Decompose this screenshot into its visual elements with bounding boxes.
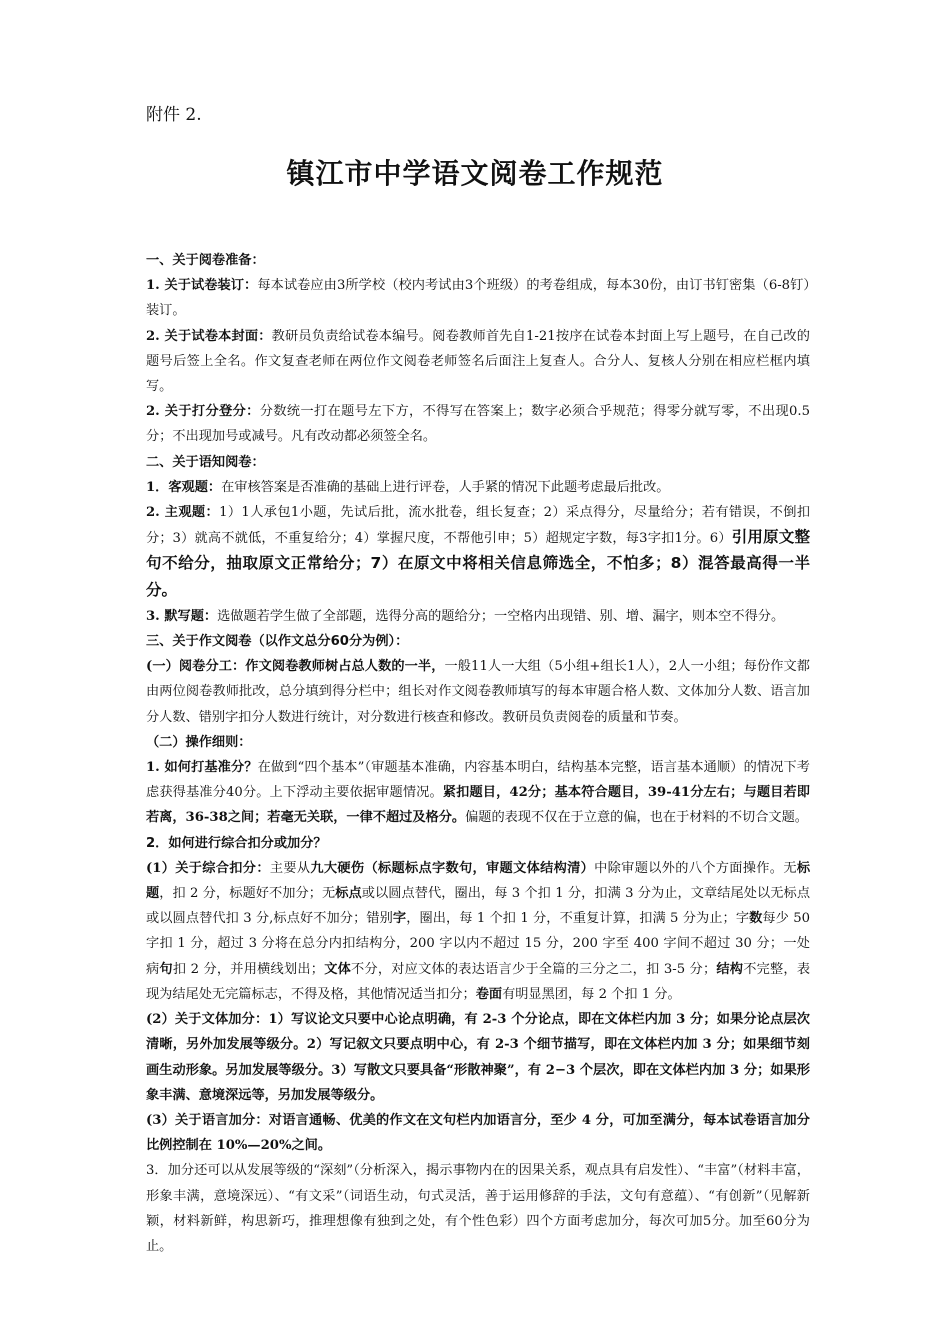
paragraph: [146, 500, 810, 604]
bold-run: 数: [749, 911, 763, 927]
paragraph-label: 2. 主观题：: [146, 505, 220, 521]
text-run: ，圈出，每 1 个扣 1 分，不重复计算，扣满 5 分为止；字: [406, 911, 750, 927]
attachment-label: 附件 2.: [146, 105, 202, 125]
paragraph-label: (一）阅卷分工：作文阅卷教师树占总人数的一半，: [146, 659, 445, 675]
subsection-heading: （二）操作细则：: [146, 734, 252, 750]
paragraph-text: 在审核答案是否准确的基础上进行评卷，人手紧的情况下此题考虑最后批改。: [221, 479, 670, 495]
paragraph: [146, 273, 810, 323]
text-run: 不完整，表现为结尾处无完篇标志，不得及格，其他情况适当扣分；: [146, 961, 811, 1002]
paragraph-text: 在做到“四个基本”（审题基本准确，内容基本明白，结构基本完整，语言基本通顺）的情况下考虑获得基准分40分。上下浮动主要依据审题情况。: [146, 760, 810, 801]
paragraph-text: 分数统一打在题号左下方，不得写在答案上；数字必须合乎规范；得零分就写零，不出现0.5分；不出现加号或减号。凡有改动都必须签全名。: [146, 404, 810, 445]
subsection-heading: 2．如何进行综合扣分或加分？: [146, 835, 327, 851]
paragraph-text: 每本试卷应由3所学校（校内考试由3个班级）的考卷组成，每本30份，由订书钉密集（6-8钉）装订。: [146, 278, 810, 319]
emphasis-text: 引用原文整句不给分，抽取原文正常给分；7）在原文中将相关信息筛选全，不怕多；8）混答最高得一半分。: [146, 528, 810, 599]
paragraph-label: 2. 关于打分登分：: [146, 404, 260, 420]
bold-run: 卷面: [475, 986, 503, 1002]
section-2-heading: 二、关于语知阅卷：: [146, 454, 265, 470]
text-run: 有明显黑团，每 2 个扣 1 分。: [502, 986, 681, 1002]
paragraph-text: 1）1人承包1小题，先试后批，流水批卷，组长复查；2）采点得分，尽量给分；若有错误，不倒扣分；3）就高不就低，不重复给分；4）掌握尺度，不帮他引申；5）超规定字数，每3字扣1分。6）: [146, 505, 811, 547]
paragraph: [146, 856, 810, 1007]
paragraph-label: 2. 关于试卷本封面：: [146, 328, 272, 344]
bold-run: 字: [392, 911, 407, 927]
paragraph-text: 一般11人一大组（5小组+组长1人），2人一小组；每份作文都由两位阅卷教师批改，总分填到得分栏中；组长对作文阅卷教师填写的每本审题合格人数、文体加分人数、语言加分人数、错别字扣分人数进行统计，对分数进行核查和修改。教研员负责阅卷的质量和节奏。: [146, 659, 810, 725]
paragraph-text: 教研员负责给试卷本编号。阅卷教师首先自1-21按序在试卷本封面上写上题号，在自己改的题号后签上全名。作文复查老师在两位作文阅卷老师签名后面注上复查人。合分人、复核人分别在相应栏框内填写。: [146, 328, 810, 395]
paragraph: [146, 324, 810, 400]
bold-run: 标题: [146, 860, 811, 902]
section-3-heading: 三、关于作文阅卷（以作文总分60分为例）：: [146, 634, 409, 650]
paragraph-text: 偏题的表现不仅在于立意的偏，也在于材料的不切合文题。: [465, 810, 808, 826]
text-run: 中除审题以外的八个方面操作。无: [594, 860, 797, 876]
paragraph-label: 3. 默写题：: [146, 608, 218, 624]
text-run: 主要从: [269, 860, 311, 876]
bold-run: 标点: [335, 886, 362, 902]
paragraph: (3）关于语言加分：对语言通畅、优美的作文在文句栏内加语言分，至少 4 分，可加至满分，每本试卷语言加分比例控制在 10%—20%之间。: [146, 1112, 810, 1154]
bold-run: 文体: [323, 961, 352, 977]
bold-run: 九大硬伤（标题标点字数句，审题文体结构清）: [310, 860, 595, 876]
paragraph: [146, 475, 810, 500]
paragraph: [146, 755, 810, 831]
paragraph-label: 1. 关于试卷装订：: [146, 278, 258, 294]
text-run: 不分，对应文体的表达语言少于全篇的三分之二，扣 3-5 分；: [351, 961, 717, 977]
paragraph-label: (1）关于综合扣分：: [146, 860, 270, 876]
text-run: ，扣 2 分，标题好不加分；无: [159, 886, 336, 902]
bold-run: 结构: [716, 961, 744, 977]
document-body: [146, 248, 810, 1259]
paragraph-label: 1. 如何打基准分？: [146, 760, 258, 776]
paragraph: [146, 654, 810, 730]
section-1-heading: 一、关于阅卷准备：: [146, 253, 265, 268]
text-run: 扣 2 分，并用横线划出；: [172, 961, 324, 977]
text-run: 每少 50 字扣 1 分，超过 3 分将在总分内扣结构分，200 字以内不超过 15 分，200 字至 400 字间不超过 30 分；一处病: [146, 911, 811, 977]
text-run: 或以圆点替代，圈出，每 3 个扣 1 分，扣满 3 分为止，文章结尾处以无标点或以圆点替代扣 3 分,标点好不加分；错别: [146, 886, 811, 927]
paragraph: 3．加分还可以从发展等级的“深刻”（分析深入，揭示事物内在的因果关系，观点具有启发性）、“丰富”（材料丰富，形象丰满，意境深远）、“有文采”（词语生动，句式灵活，善于运用修辞的手法，文句有意蕴）、“有创新”（见解新颖，材料新鲜，构思新巧，推理想像有独到之处，有个性色彩）四个方面考虑加分，每次可加5分。加至60分为止。: [146, 1163, 810, 1254]
paragraph: (2）关于文体加分：1）写议论文只要中心论点明确，有 2-3 个分论点，即在文体栏内加 3 分；如果分论点层次清晰，另外加发展等级分。2）写记叙文只要点明中心，有 2-3 个细节描写，即在文体栏内加 3 分；如果细节刻画生动形象。另加发展等级分。3）写散文只要具备“形散神聚”，有 2−3 个层次，即在文体栏内加 3 分；如果形象丰满、意境深远等，另加发展等级分。: [146, 1012, 810, 1103]
paragraph: [146, 604, 810, 629]
paragraph: [146, 399, 810, 449]
paragraph-label: 1．客观题：: [146, 479, 222, 495]
bold-run: 句: [159, 961, 173, 977]
page-title: 镇江市中学语文阅卷工作规范: [286, 157, 664, 190]
emphasis-text: 紧扣题目，42分；基本符合题目，39-41分左右；与题目若即若离，36-38之间；若毫无关联，一律不超过及格分。: [146, 785, 810, 826]
paragraph-text: 选做题若学生做了全部题，选得分高的题给分；一空格内出现错、别、增、漏字，则本空不得分。: [217, 608, 785, 624]
